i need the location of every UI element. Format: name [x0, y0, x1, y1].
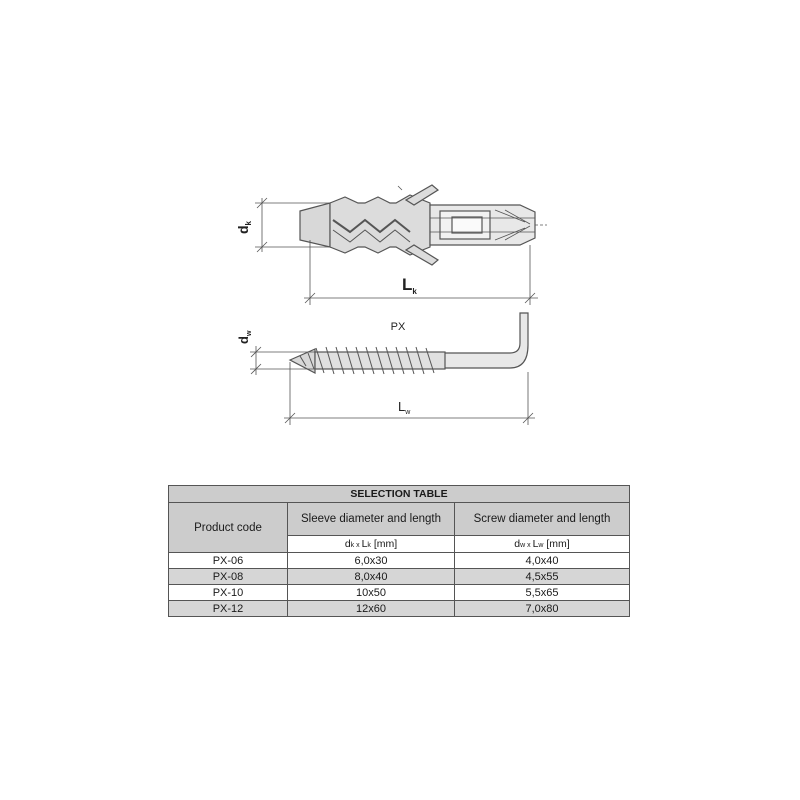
model-label: PX	[390, 321, 406, 333]
cell-screw: 4,5x55	[455, 569, 630, 585]
cell-screw: 7,0x80	[455, 601, 630, 617]
screw-diameter-label: $d_w$	[236, 330, 253, 344]
dowel-length-label: $L_k$	[402, 275, 417, 296]
table-row	[169, 601, 630, 617]
dowel-drawing	[300, 185, 547, 265]
table-title: SELECTION TABLE	[169, 486, 630, 503]
header-screw-units: dw x Lw [mm]	[455, 536, 630, 553]
cell-code: PX-12	[169, 601, 288, 617]
cell-sleeve: 12x60	[288, 601, 455, 617]
header-screw: Screw diameter and length	[455, 503, 630, 536]
cell-sleeve: 8,0x40	[288, 569, 455, 585]
cell-code: PX-06	[169, 553, 288, 569]
cell-screw: 4,0x40	[455, 553, 630, 569]
header-sleeve: Sleeve diameter and length	[288, 503, 455, 536]
table-row	[169, 553, 630, 569]
header-product-code: Product code	[169, 503, 288, 553]
table-row	[169, 585, 630, 601]
selection-table	[168, 485, 630, 617]
cell-sleeve: 6,0x30	[288, 553, 455, 569]
cell-sleeve: 10x50	[288, 585, 455, 601]
cell-code: PX-08	[169, 569, 288, 585]
table-row	[169, 569, 630, 585]
cell-screw: 5,5x65	[455, 585, 630, 601]
screw-hook-drawing	[290, 313, 528, 373]
screw-length-label: $L_w$	[398, 399, 411, 416]
header-sleeve-units: dk x Lk [mm]	[288, 536, 455, 553]
dowel-diameter-label: $d_k$	[235, 220, 253, 234]
cell-code: PX-10	[169, 585, 288, 601]
